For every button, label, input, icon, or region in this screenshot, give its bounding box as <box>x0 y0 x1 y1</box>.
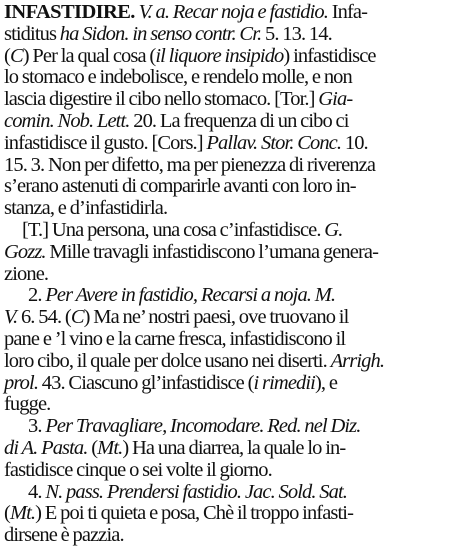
text-line <box>4 46 468 68</box>
text-line <box>4 133 468 155</box>
italic-text: V. a. Recar noja e fastidio. <box>138 1 328 23</box>
italic-text: C <box>9 44 23 67</box>
text-segment: lascia digestire il cibo nello stomaco. [Tor.] <box>4 88 319 111</box>
text-line <box>4 24 468 46</box>
text-line <box>4 394 468 416</box>
italic-text: Per Avere in fastidio, Recarsi a noja. M. <box>45 284 336 307</box>
italic-text: C <box>70 306 84 329</box>
italic-text: Mt. <box>9 502 36 525</box>
text-segment: ) Ma ne’ nostri paesi, ove truovano il <box>83 306 349 329</box>
text-line <box>4 176 468 198</box>
italic-text: N. pass. Prendersi fastidio. Jac. Sold. Sat. <box>45 480 348 503</box>
text-line <box>4 482 468 504</box>
italic-text: Pallav. Stor. Conc. <box>206 131 342 154</box>
text-segment: [T.] Una persona, una cosa c’infastidisce. <box>22 218 325 241</box>
text-line <box>4 264 468 286</box>
text-line <box>4 2 468 24</box>
text-segment: ), e <box>314 371 338 394</box>
text-line <box>4 89 468 111</box>
text-segment: 4. <box>28 480 46 503</box>
text-segment: loro cibo, il quale per dolce usano nei diserti. <box>4 349 331 372</box>
entry-text <box>4 2 468 547</box>
text-line <box>4 525 468 547</box>
text-segment: fugge. <box>4 393 51 416</box>
text-segment: 43. Ciascuno gl’infastidisce ( <box>38 371 254 394</box>
italic-text: Gozz. <box>4 240 46 263</box>
text-line <box>4 416 468 438</box>
text-segment: Infa- <box>328 1 368 23</box>
italic-text: Mt. <box>97 436 123 459</box>
italic-text: Gia- <box>318 88 353 111</box>
italic-text: prol. <box>4 371 39 394</box>
text-segment: ( <box>87 436 98 459</box>
italic-text: i rimedii <box>253 371 315 394</box>
text-line <box>4 351 468 373</box>
text-segment: Mille travagli infastidiscono l’umana genera- <box>45 240 379 263</box>
text-line <box>4 307 468 329</box>
headword: INFASTIDIRE. <box>4 1 135 23</box>
text-segment: dirsene è pazzia. <box>4 524 124 547</box>
italic-text: comin. Nob. Lett. <box>4 109 130 132</box>
text-line <box>4 329 468 351</box>
text-segment: 3. <box>28 415 46 438</box>
italic-text: V. <box>4 306 18 329</box>
text-segment: ) Ha una diarrea, la quale lo in- <box>122 436 346 459</box>
italic-text: Arrigh. <box>330 349 385 372</box>
text-segment: pane e ’l vino e la carne fresca, infastidiscono il <box>4 327 346 350</box>
italic-text: Per Travagliare, Incomodare. Red. nel Diz. <box>45 415 361 438</box>
italic-text: di A. Pasta. <box>4 436 88 459</box>
text-segment: stanza, e d’infastidirla. <box>4 197 168 220</box>
dictionary-entry <box>4 1 468 547</box>
text-segment: 10. <box>341 131 368 154</box>
text-line <box>4 242 468 264</box>
text-line <box>4 438 468 460</box>
text-line <box>4 67 468 89</box>
text-line <box>4 285 468 307</box>
text-segment: ) Per la qual cosa ( <box>22 44 156 67</box>
italic-text: il liquore insipido <box>155 44 284 67</box>
text-segment: s’erano astenuti di comparirle avanti con loro in- <box>4 175 356 198</box>
italic-text: G. <box>324 218 343 241</box>
italic-text: ha Sidon. in senso contr. Cr. <box>59 22 262 45</box>
text-segment: 2. <box>28 284 46 307</box>
text-segment: infastidisce il gusto. [Cors.] <box>4 131 207 154</box>
text-line <box>4 373 468 395</box>
text-segment: lo stomaco e indebolisce, e rendelo molle, e non <box>4 66 352 89</box>
text-segment: zione. <box>4 262 49 285</box>
text-segment: 15. 3. Non per difetto, ma per pienezza di riverenza <box>4 153 376 176</box>
text-line <box>4 220 468 242</box>
text-line <box>4 111 468 133</box>
text-line <box>4 503 468 525</box>
text-segment: ( <box>4 502 10 525</box>
text-segment: ) infastidisce <box>283 44 376 67</box>
text-segment: 20. La frequenza di un cibo ci <box>129 109 349 132</box>
text-line <box>4 198 468 220</box>
text-segment: ( <box>4 44 10 67</box>
text-segment: fastidisce cinque o sei volte il giorno. <box>4 458 272 481</box>
text-segment: 6. 54. ( <box>17 306 71 329</box>
text-line <box>4 155 468 177</box>
text-segment: stiditus <box>4 22 60 45</box>
text-segment: ) E poi ti quieta e posa, Chè il troppo infasti- <box>35 502 354 525</box>
text-line <box>4 460 468 482</box>
text-segment: 5. 13. 14. <box>261 22 332 45</box>
